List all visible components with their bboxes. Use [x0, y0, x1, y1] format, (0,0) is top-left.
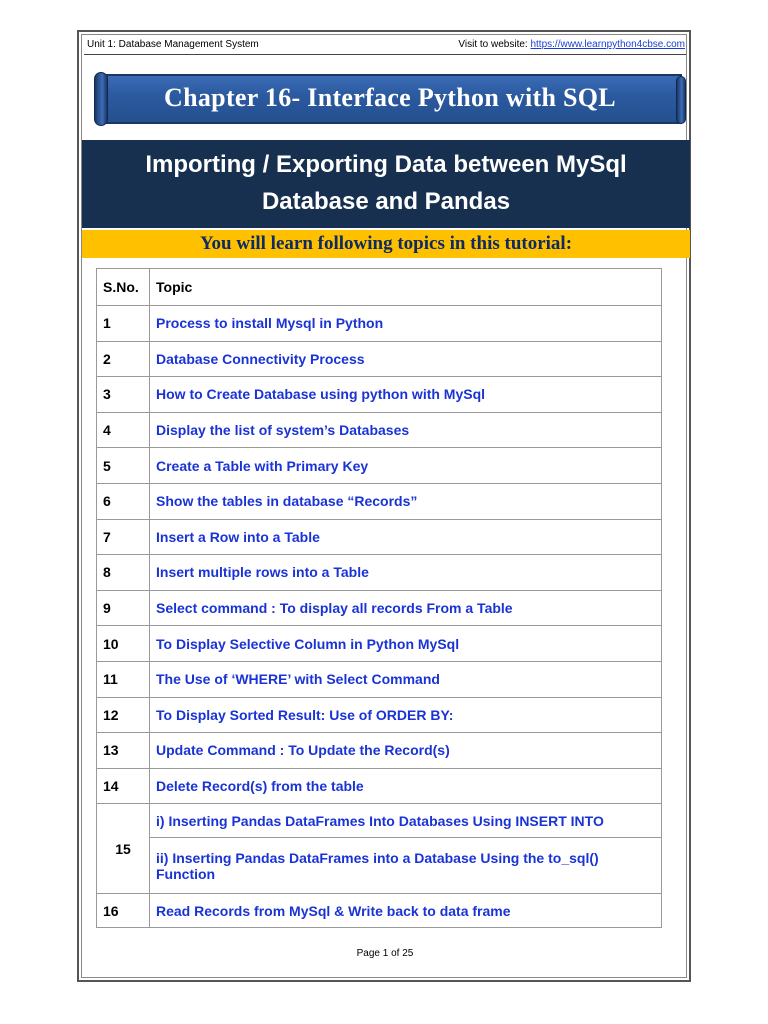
topics-body: [97, 306, 662, 928]
sno-cell: 4: [97, 412, 150, 448]
sno-cell: 6: [97, 483, 150, 519]
page-header: [87, 36, 685, 56]
topic-cell: Insert multiple rows into a Table: [150, 555, 662, 591]
sno-cell: 16: [97, 894, 150, 928]
header-topic: Topic: [150, 269, 662, 306]
sno-cell: 2: [97, 341, 150, 377]
table-row: [97, 894, 662, 928]
main-title-block: [82, 140, 690, 228]
topic-cell: i) Inserting Pandas DataFrames Into Databases Using INSERT INTO: [150, 804, 662, 838]
main-title-line2: Database and Pandas: [261, 188, 511, 215]
topic-cell: Display the list of system’s Databases: [150, 412, 662, 448]
table-row: [97, 733, 662, 769]
table-row: [97, 306, 662, 342]
table-row: [97, 590, 662, 626]
sno-cell: 10: [97, 626, 150, 662]
topic-cell: Select command : To display all records From a Table: [150, 590, 662, 626]
sno-cell: 15: [97, 804, 150, 894]
topic-cell: Show the tables in database “Records”: [150, 483, 662, 519]
sno-cell: 13: [97, 733, 150, 769]
sno-cell: 5: [97, 448, 150, 484]
topic-cell: Process to install Mysql in Python: [150, 306, 662, 342]
topic-cell: Database Connectivity Process: [150, 341, 662, 377]
subtitle-bar: You will learn following topics in this tutorial:: [82, 230, 690, 258]
table-row: [97, 448, 662, 484]
sno-cell: 7: [97, 519, 150, 555]
table-row: [97, 377, 662, 413]
table-row: [97, 661, 662, 697]
table-header-row: [97, 269, 662, 306]
sno-cell: 12: [97, 697, 150, 733]
website-prefix: Visit to website:: [458, 39, 531, 50]
website-link[interactable]: https://www.learnpython4cbse.com: [530, 39, 685, 50]
sno-cell: 14: [97, 768, 150, 804]
table-row: [97, 555, 662, 591]
topic-cell: To Display Selective Column in Python MySql: [150, 626, 662, 662]
unit-label: Unit 1: Database Management System: [87, 39, 259, 50]
topic-cell: The Use of ‘WHERE’ with Select Command: [150, 661, 662, 697]
topic-cell: Insert a Row into a Table: [150, 519, 662, 555]
table-row: [97, 519, 662, 555]
header-sno: S.No.: [97, 269, 150, 306]
sno-cell: 8: [97, 555, 150, 591]
sno-cell: 9: [97, 590, 150, 626]
topics-table: [96, 268, 662, 928]
sno-cell: 11: [97, 661, 150, 697]
topic-cell: Update Command : To Update the Record(s): [150, 733, 662, 769]
topic-cell: Create a Table with Primary Key: [150, 448, 662, 484]
sno-cell: 3: [97, 377, 150, 413]
table-row: [97, 838, 662, 894]
header-divider: [84, 54, 686, 55]
sno-cell: 1: [97, 306, 150, 342]
table-row: [97, 768, 662, 804]
topic-cell: Read Records from MySql & Write back to data frame: [150, 894, 662, 928]
main-title-line1: Importing / Exporting Data between MySql: [145, 151, 627, 178]
topic-cell: ii) Inserting Pandas DataFrames into a Database Using the to_sql() Function: [150, 838, 662, 894]
table-row: [97, 412, 662, 448]
table-row: [97, 626, 662, 662]
table-row: [97, 697, 662, 733]
table-row: [97, 804, 662, 838]
page-footer: Page 1 of 25: [356, 948, 414, 959]
table-row: [97, 341, 662, 377]
topic-cell: How to Create Database using python with MySql: [150, 377, 662, 413]
chapter-title: Chapter 16- Interface Python with SQL: [164, 83, 616, 112]
table-row: [97, 483, 662, 519]
website-info: [458, 39, 685, 50]
topic-cell: Delete Record(s) from the table: [150, 768, 662, 804]
chapter-banner: [94, 72, 686, 126]
topic-cell: To Display Sorted Result: Use of ORDER BY:: [150, 697, 662, 733]
